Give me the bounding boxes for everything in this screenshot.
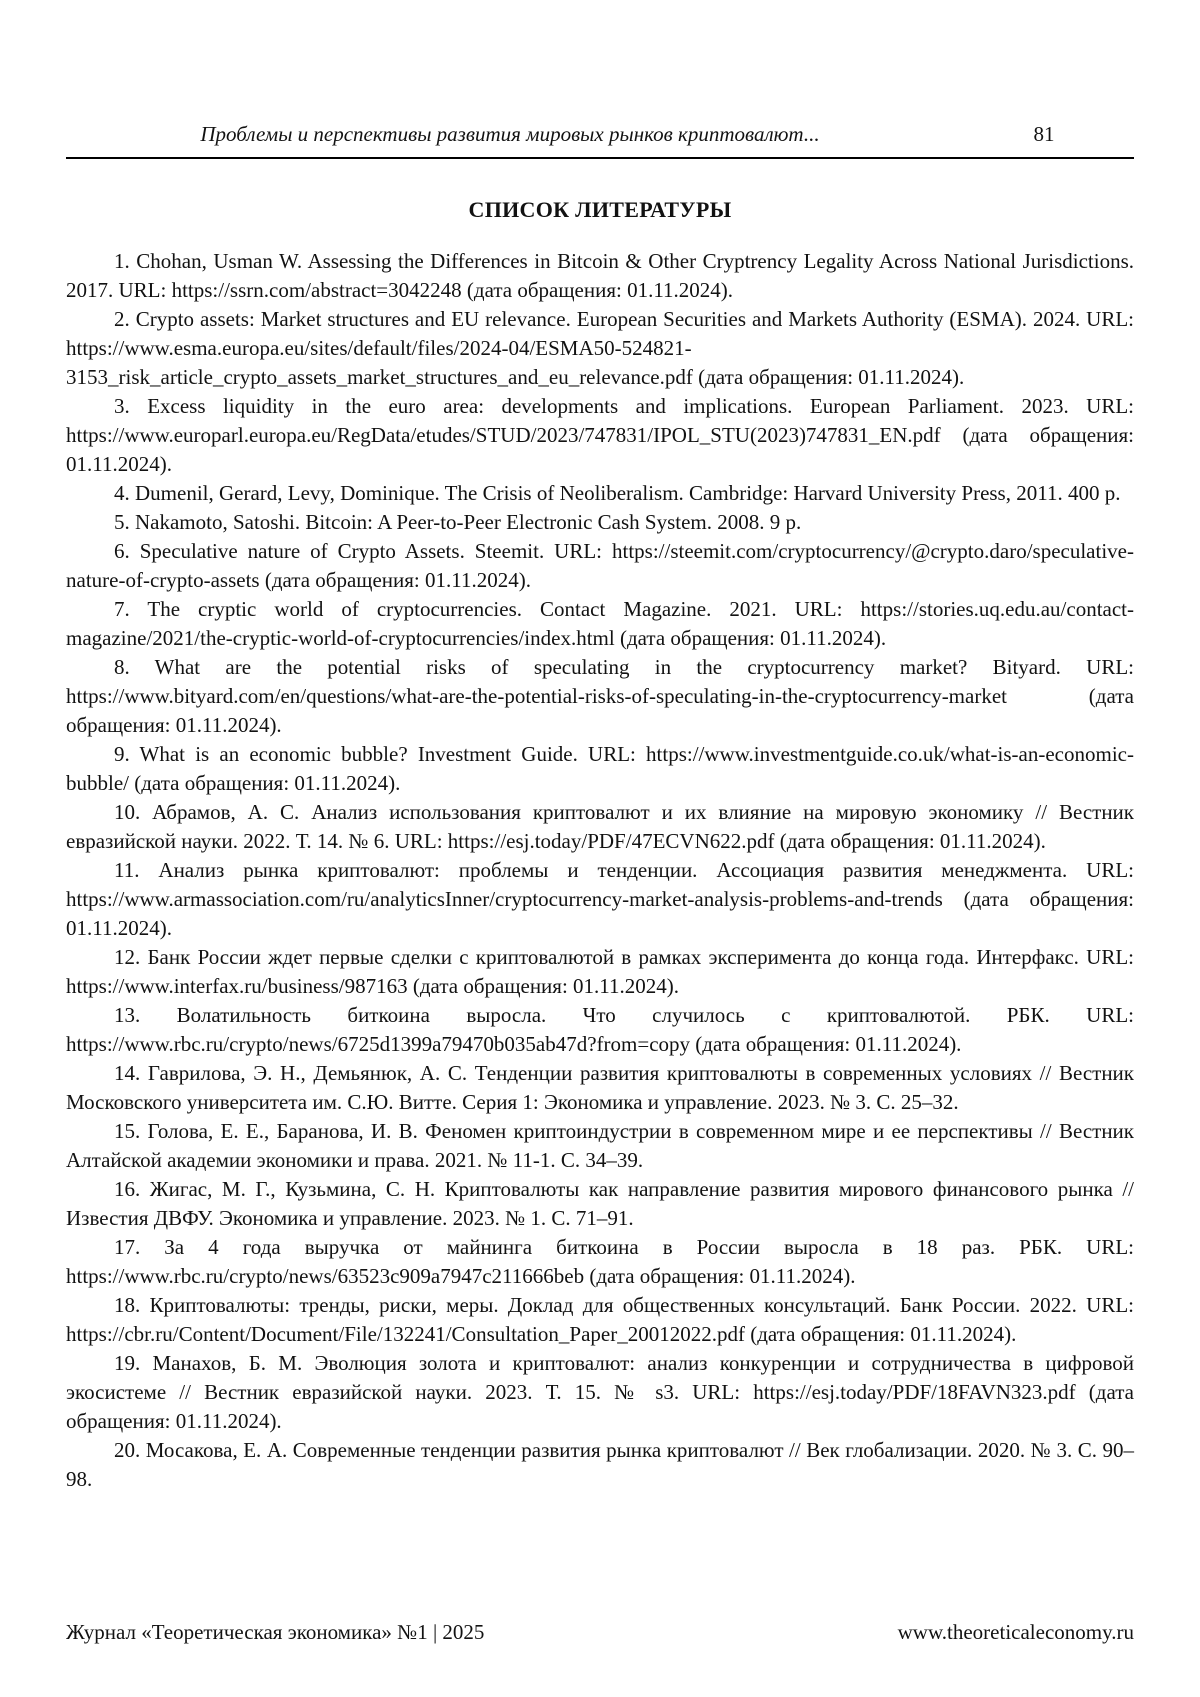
footer-journal-name: Журнал «Теоретическая экономика» №1 | 2025 (66, 1620, 485, 1644)
reference-item: 6. Speculative nature of Crypto Assets. Steemit. URL: https://steemit.com/cryptocurrency/@crypto.daro/speculative-nature-of-crypto-assets (дата обращения: 01.11.2024). (66, 539, 1134, 592)
reference-item: 15. Голова, Е. Е., Баранова, И. В. Феномен криптоиндустрии в современном мире и ее перспективы // Вестник Алтайской академии экономики и права. 2021. № 11-1. С. 34–39. (66, 1119, 1134, 1172)
reference-item: 10. Абрамов, А. С. Анализ использования криптовалют и их влияние на мировую экономику // Вестник евразийской науки. 2022. Т. 14. № 6. URL: https://esj.today/PDF/47ECVN622.pdf (дата обращения: 01.11.2024). (66, 800, 1134, 853)
reference-item: 19. Манахов, Б. М. Эволюция золота и криптовалют: анализ конкуренции и сотрудничества в цифровой экосистеме // Вестник евразийской науки. 2023. Т. 15. № s3. URL: https://esj.today/PDF/18FAVN323.pdf (дата обращения: 01.11.2024). (66, 1351, 1134, 1433)
reference-item: 9. What is an economic bubble? Investment Guide. URL: https://www.investmentguide.co.uk/what-is-an-economic-bubble/ (дата обращения: 01.11.2024). (66, 742, 1134, 795)
running-title: Проблемы и перспективы развития мировых рынков криптовалют... (200, 122, 820, 146)
reference-list (66, 247, 1134, 1494)
reference-item: 14. Гаврилова, Э. Н., Демьянюк, А. С. Тенденции развития криптовалюты в современных условиях // Вестник Московского университета им. С.Ю. Витте. Серия 1: Экономика и управление. 2023. № 3. С. 25–32. (66, 1061, 1134, 1114)
reference-item: 1. Chohan, Usman W. Assessing the Differences in Bitcoin & Other Cryptrency Legality Across National Jurisdictions. 2017. URL: https://ssrn.com/abstract=3042248 (дата обращения: 01.11.2024). (66, 249, 1134, 302)
reference-item: 5. Nakamoto, Satoshi. Bitcoin: A Peer-to-Peer Electronic Cash System. 2008. 9 p. (114, 510, 802, 534)
page-footer (66, 1620, 1134, 1645)
reference-item: 3. Excess liquidity in the euro area: developments and implications. European Parliament. 2023. URL: https://www.europarl.europa.eu/RegData/etudes/STUD/2023/747831/IPOL_STU(2023)747831_EN.pdf (дата обращения: 01.11.2024). (66, 394, 1134, 476)
running-head (66, 122, 1134, 147)
reference-item: 20. Мосакова, Е. А. Современные тенденции развития рынка криптовалют // Век глобализации. 2020. № 3. С. 90–98. (66, 1438, 1134, 1491)
header-rule (66, 157, 1134, 159)
reference-item: 12. Банк России ждет первые сделки с криптовалютой в рамках эксперимента до конца года. Интерфакс. URL: https://www.interfax.ru/business/987163 (дата обращения: 01.11.2024). (66, 945, 1134, 998)
reference-item: 7. The cryptic world of cryptocurrencies. Contact Magazine. 2021. URL: https://stories.uq.edu.au/contact-magazine/2021/the-cryptic-world-of-cryptocurrencies/index.html (дата обращения: 01.11.2024). (66, 597, 1134, 650)
reference-item: 18. Криптовалюты: тренды, риски, меры. Доклад для общественных консультаций. Банк России. 2022. URL: https://cbr.ru/Content/Document/File/132241/Consultation_Paper_20012022.pdf (дата обращения: 01.11.2024). (66, 1293, 1134, 1346)
reference-item: 2. Crypto assets: Market structures and EU relevance. European Securities and Markets Authority (ESMA). 2024. URL: https://www.esma.europa.eu/sites/default/files/2024-04/ESMA50-524821-3153_risk_article_crypto_assets_market_structures_and_eu_relevance.pdf (дата обращения: 01.11.2024). (66, 307, 1134, 389)
reference-item: 11. Анализ рынка криптовалют: проблемы и тенденции. Ассоциация развития менеджмента. URL: https://www.armassociation.com/ru/analyticsInner/cryptocurrency-market-analysis-problems-and-trends (дата обращения: 01.11.2024). (66, 858, 1134, 940)
footer-website: www.theoreticaleconomy.ru (897, 1620, 1134, 1644)
reference-item: 13. Волатильность биткоина выросла. Что случилось с криптовалютой. РБК. URL: https://www.rbc.ru/crypto/news/6725d1399a79470b035ab47d?from=copy (дата обращения: 01.11.2024). (66, 1003, 1134, 1056)
section-title: СПИСОК ЛИТЕРАТУРЫ (468, 197, 732, 222)
reference-item: 8. What are the potential risks of speculating in the cryptocurrency market? Bityard. URL: https://www.bityard.com/en/questions/what-are-the-potential-risks-of-speculating-in-the-cryptocurrency-market (дата обращения: 01.11.2024). (66, 655, 1134, 737)
reference-item: 17. За 4 года выручка от майнинга биткоина в России выросла в 18 раз. РБК. URL: https://www.rbc.ru/crypto/news/63523c909a7947c211666beb (дата обращения: 01.11.2024). (66, 1235, 1134, 1288)
reference-item: 4. Dumenil, Gerard, Levy, Dominique. The Crisis of Neoliberalism. Cambridge: Harvard University Press, 2011. 400 p. (114, 481, 1121, 505)
reference-item: 16. Жигас, М. Г., Кузьмина, С. Н. Криптовалюты как направление развития мирового финансового рынка // Известия ДВФУ. Экономика и управление. 2023. № 1. С. 71–91. (66, 1177, 1134, 1230)
page-number: 81 (1033, 122, 1055, 146)
